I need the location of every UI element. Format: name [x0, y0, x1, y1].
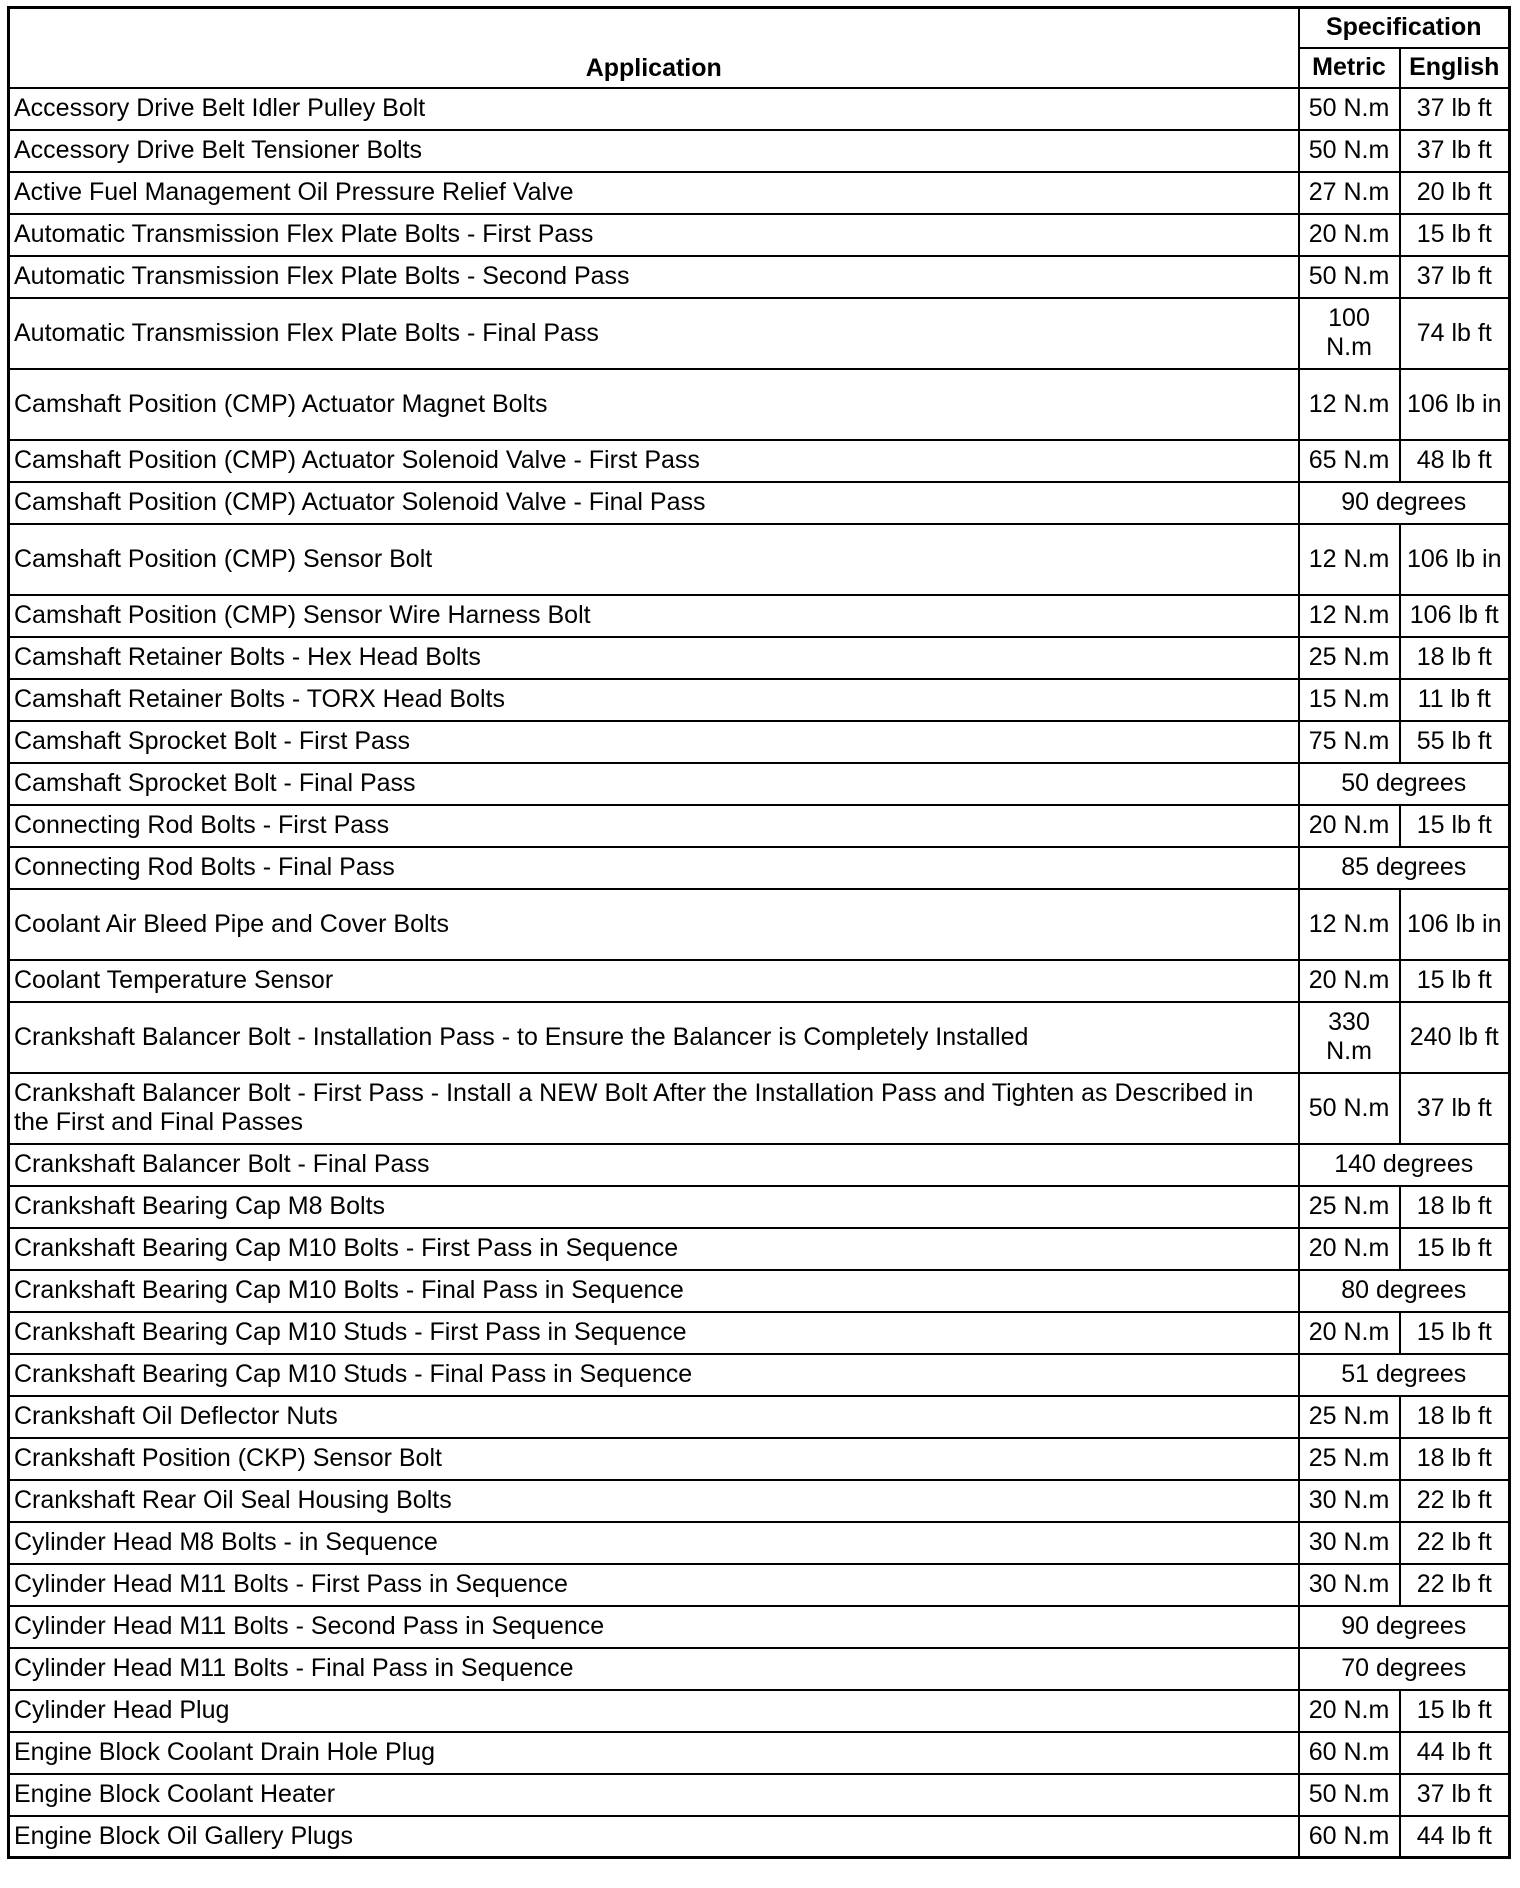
table-row	[9, 1732, 1510, 1774]
english-cell: 37 lb ft	[1400, 130, 1510, 172]
metric-cell: 30 N.m	[1299, 1522, 1400, 1564]
application-cell: Accessory Drive Belt Tensioner Bolts	[9, 130, 1299, 172]
metric-cell: 60 N.m	[1299, 1732, 1400, 1774]
english-cell: 106 lb in	[1400, 369, 1510, 440]
table-row	[9, 256, 1510, 298]
application-cell: Camshaft Position (CMP) Actuator Solenoid Valve - First Pass	[9, 440, 1299, 482]
english-cell: 11 lb ft	[1400, 679, 1510, 721]
table-row	[9, 214, 1510, 256]
table-row	[9, 130, 1510, 172]
table-row	[9, 679, 1510, 721]
table-row	[9, 1144, 1510, 1186]
specification-header: Specification	[1299, 8, 1510, 48]
english-cell: 18 lb ft	[1400, 1186, 1510, 1228]
english-cell: 18 lb ft	[1400, 1438, 1510, 1480]
metric-cell: 25 N.m	[1299, 1396, 1400, 1438]
application-cell: Cylinder Head M8 Bolts - in Sequence	[9, 1522, 1299, 1564]
table-row	[9, 1648, 1510, 1690]
table-row	[9, 1354, 1510, 1396]
application-cell: Connecting Rod Bolts - First Pass	[9, 805, 1299, 847]
table-row	[9, 1606, 1510, 1648]
application-cell: Crankshaft Bearing Cap M10 Studs - First Pass in Sequence	[9, 1312, 1299, 1354]
table-row	[9, 889, 1510, 960]
combined-spec-cell: 70 degrees	[1299, 1648, 1510, 1690]
metric-cell: 25 N.m	[1299, 637, 1400, 679]
table-row	[9, 482, 1510, 524]
english-cell: 18 lb ft	[1400, 1396, 1510, 1438]
english-cell: 15 lb ft	[1400, 1228, 1510, 1270]
application-cell: Automatic Transmission Flex Plate Bolts - Final Pass	[9, 298, 1299, 369]
table-row	[9, 1564, 1510, 1606]
table-row	[9, 1396, 1510, 1438]
application-cell: Camshaft Sprocket Bolt - First Pass	[9, 721, 1299, 763]
english-cell: 15 lb ft	[1400, 1690, 1510, 1732]
combined-spec-cell: 90 degrees	[1299, 1606, 1510, 1648]
application-cell: Crankshaft Position (CKP) Sensor Bolt	[9, 1438, 1299, 1480]
metric-cell: 30 N.m	[1299, 1564, 1400, 1606]
application-cell: Accessory Drive Belt Idler Pulley Bolt	[9, 88, 1299, 130]
application-cell: Engine Block Coolant Drain Hole Plug	[9, 1732, 1299, 1774]
english-cell: 106 lb in	[1400, 889, 1510, 960]
table-row	[9, 721, 1510, 763]
metric-cell: 25 N.m	[1299, 1186, 1400, 1228]
application-cell: Crankshaft Bearing Cap M10 Bolts - Final Pass in Sequence	[9, 1270, 1299, 1312]
application-cell: Cylinder Head M11 Bolts - First Pass in Sequence	[9, 1564, 1299, 1606]
combined-spec-cell: 50 degrees	[1299, 763, 1510, 805]
metric-cell: 100 N.m	[1299, 298, 1400, 369]
english-cell: 15 lb ft	[1400, 805, 1510, 847]
metric-cell: 50 N.m	[1299, 130, 1400, 172]
torque-spec-table	[7, 6, 1511, 1859]
english-cell: 106 lb in	[1400, 524, 1510, 595]
application-cell: Camshaft Position (CMP) Sensor Bolt	[9, 524, 1299, 595]
english-cell: 74 lb ft	[1400, 298, 1510, 369]
english-cell: 15 lb ft	[1400, 1312, 1510, 1354]
english-cell: 22 lb ft	[1400, 1564, 1510, 1606]
metric-cell: 50 N.m	[1299, 88, 1400, 130]
english-cell: 106 lb ft	[1400, 595, 1510, 637]
combined-spec-cell: 140 degrees	[1299, 1144, 1510, 1186]
metric-cell: 20 N.m	[1299, 805, 1400, 847]
combined-spec-cell: 90 degrees	[1299, 482, 1510, 524]
application-cell: Automatic Transmission Flex Plate Bolts - Second Pass	[9, 256, 1299, 298]
metric-header: Metric	[1299, 48, 1400, 88]
english-cell: 37 lb ft	[1400, 256, 1510, 298]
table-row	[9, 298, 1510, 369]
english-cell: 15 lb ft	[1400, 214, 1510, 256]
application-header: Application	[9, 8, 1299, 88]
table-row	[9, 847, 1510, 889]
metric-cell: 50 N.m	[1299, 256, 1400, 298]
metric-cell: 27 N.m	[1299, 172, 1400, 214]
metric-cell: 25 N.m	[1299, 1438, 1400, 1480]
table-row	[9, 1270, 1510, 1312]
table-row	[9, 172, 1510, 214]
application-cell: Engine Block Oil Gallery Plugs	[9, 1816, 1299, 1858]
english-cell: 22 lb ft	[1400, 1480, 1510, 1522]
metric-cell: 50 N.m	[1299, 1073, 1400, 1144]
english-cell: 22 lb ft	[1400, 1522, 1510, 1564]
english-cell: 20 lb ft	[1400, 172, 1510, 214]
application-cell: Camshaft Retainer Bolts - TORX Head Bolts	[9, 679, 1299, 721]
table-row	[9, 1774, 1510, 1816]
english-cell: 37 lb ft	[1400, 1774, 1510, 1816]
table-row	[9, 1480, 1510, 1522]
application-cell: Crankshaft Bearing Cap M8 Bolts	[9, 1186, 1299, 1228]
metric-cell: 12 N.m	[1299, 369, 1400, 440]
metric-cell: 50 N.m	[1299, 1774, 1400, 1816]
application-cell: Cylinder Head Plug	[9, 1690, 1299, 1732]
metric-cell: 60 N.m	[1299, 1816, 1400, 1858]
table-row	[9, 88, 1510, 130]
metric-cell: 30 N.m	[1299, 1480, 1400, 1522]
table-row	[9, 960, 1510, 1002]
application-cell: Crankshaft Bearing Cap M10 Bolts - First Pass in Sequence	[9, 1228, 1299, 1270]
table-row	[9, 524, 1510, 595]
metric-cell: 75 N.m	[1299, 721, 1400, 763]
table-row	[9, 1438, 1510, 1480]
metric-cell: 12 N.m	[1299, 595, 1400, 637]
application-cell: Connecting Rod Bolts - Final Pass	[9, 847, 1299, 889]
application-cell: Crankshaft Balancer Bolt - Installation Pass - to Ensure the Balancer is Completely Installed	[9, 1002, 1299, 1073]
table-row	[9, 369, 1510, 440]
application-cell: Crankshaft Bearing Cap M10 Studs - Final Pass in Sequence	[9, 1354, 1299, 1396]
metric-cell: 20 N.m	[1299, 1228, 1400, 1270]
application-cell: Camshaft Sprocket Bolt - Final Pass	[9, 763, 1299, 805]
english-cell: 48 lb ft	[1400, 440, 1510, 482]
metric-cell: 20 N.m	[1299, 960, 1400, 1002]
metric-cell: 330 N.m	[1299, 1002, 1400, 1073]
english-header: English	[1400, 48, 1510, 88]
english-cell: 18 lb ft	[1400, 637, 1510, 679]
english-cell: 37 lb ft	[1400, 1073, 1510, 1144]
metric-cell: 12 N.m	[1299, 524, 1400, 595]
table-row	[9, 1073, 1510, 1144]
application-cell: Crankshaft Rear Oil Seal Housing Bolts	[9, 1480, 1299, 1522]
table-row	[9, 805, 1510, 847]
table-row	[9, 1312, 1510, 1354]
table-row	[9, 763, 1510, 805]
table-row	[9, 1690, 1510, 1732]
combined-spec-cell: 85 degrees	[1299, 847, 1510, 889]
application-cell: Active Fuel Management Oil Pressure Relief Valve	[9, 172, 1299, 214]
english-cell: 44 lb ft	[1400, 1816, 1510, 1858]
application-cell: Cylinder Head M11 Bolts - Second Pass in Sequence	[9, 1606, 1299, 1648]
application-cell: Camshaft Position (CMP) Sensor Wire Harness Bolt	[9, 595, 1299, 637]
metric-cell: 12 N.m	[1299, 889, 1400, 960]
table-row	[9, 1522, 1510, 1564]
application-cell: Camshaft Position (CMP) Actuator Magnet Bolts	[9, 369, 1299, 440]
application-cell: Crankshaft Oil Deflector Nuts	[9, 1396, 1299, 1438]
metric-cell: 15 N.m	[1299, 679, 1400, 721]
application-cell: Crankshaft Balancer Bolt - First Pass - Install a NEW Bolt After the Installation Pass and Tighten as Described in the First and Final Passes	[9, 1073, 1299, 1144]
metric-cell: 20 N.m	[1299, 214, 1400, 256]
english-cell: 55 lb ft	[1400, 721, 1510, 763]
application-cell: Engine Block Coolant Heater	[9, 1774, 1299, 1816]
english-cell: 240 lb ft	[1400, 1002, 1510, 1073]
metric-cell: 65 N.m	[1299, 440, 1400, 482]
table-body	[9, 88, 1510, 1858]
table-row	[9, 440, 1510, 482]
table-row	[9, 1228, 1510, 1270]
table-row	[9, 637, 1510, 679]
english-cell: 37 lb ft	[1400, 88, 1510, 130]
application-cell: Coolant Air Bleed Pipe and Cover Bolts	[9, 889, 1299, 960]
application-cell: Camshaft Retainer Bolts - Hex Head Bolts	[9, 637, 1299, 679]
application-cell: Coolant Temperature Sensor	[9, 960, 1299, 1002]
table-row	[9, 1186, 1510, 1228]
combined-spec-cell: 80 degrees	[1299, 1270, 1510, 1312]
table-header	[9, 8, 1510, 88]
metric-cell: 20 N.m	[1299, 1690, 1400, 1732]
application-cell: Camshaft Position (CMP) Actuator Solenoid Valve - Final Pass	[9, 482, 1299, 524]
application-cell: Crankshaft Balancer Bolt - Final Pass	[9, 1144, 1299, 1186]
table-row	[9, 1002, 1510, 1073]
combined-spec-cell: 51 degrees	[1299, 1354, 1510, 1396]
table-row	[9, 1816, 1510, 1858]
metric-cell: 20 N.m	[1299, 1312, 1400, 1354]
application-cell: Cylinder Head M11 Bolts - Final Pass in Sequence	[9, 1648, 1299, 1690]
english-cell: 44 lb ft	[1400, 1732, 1510, 1774]
english-cell: 15 lb ft	[1400, 960, 1510, 1002]
application-cell: Automatic Transmission Flex Plate Bolts - First Pass	[9, 214, 1299, 256]
table-row	[9, 595, 1510, 637]
